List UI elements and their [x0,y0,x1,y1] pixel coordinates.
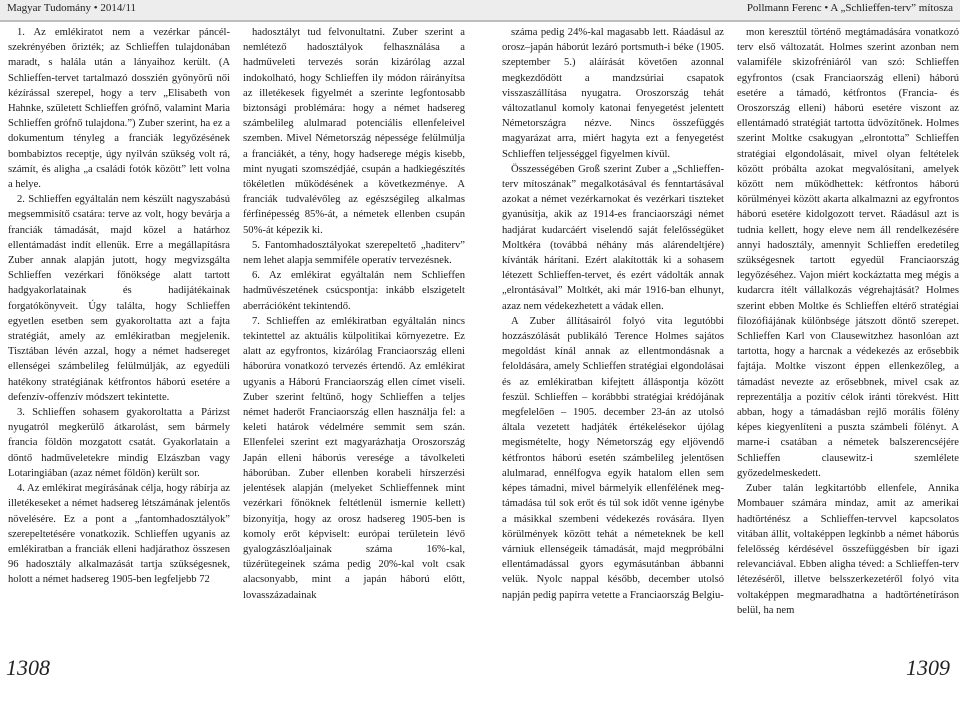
paragraph: hadosztályt tud felvonultatni. Zuber szerint a nemlétező hadosztályok felhasználása a hadműveleti tervezés során kizárólag azzal indokolható, hogy Schlieffen ily módon ráirányítsa az illetékesek figyelmét a szerinte legfontosabb biztonsági problémára: hogy a német hadsereg számbelileg alulmarad potenciális ellenfeleivel szemben. Mivel Németország népessége felülmúlja a franciákét, a tény, hogy hadserege mégis kisebb, mint nyugati szomszédjáé, csupán a hadkiegészítés tökéletlen működésének a következménye. A franciák tudvalévőleg az egészségileg alkalmas férfinépesség 85%-át, a németek ellenben csupán 50%-át képezik ki. [243,27,465,236]
page-number-left: 1308 [6,655,50,680]
running-header [0,0,960,22]
text-column-1 [8,25,230,653]
article-title: Pollmann Ferenc • A „Schlieffen-terv” mítosza [746,2,953,14]
paragraph: Összességében Groß szerint Zuber a „Schlieffen-terv mítoszának” megalkotásával és fenntartásával azokat a német vezérkarnokat és vezérkari tiszteket gyanúsítja, akik az 1914-es franciaországi német hadjárat kudarcáért viselendő saját felelősségüket Moltkéra (továbbá néhány más alárendeltjére) kívánták hárítani. Ezért alakították ki a sohasem létezett Schlieffen-tervet, és ezért vádolták annak „elrontásával” Moltkét, aki már 1916-ban elhunyt, azaz nem védekezhetett a vádak ellen. [502,163,724,312]
journal-title: Magyar Tudomány • 2014/11 [7,2,137,14]
paragraph: száma pedig 24%-kal magasabb lett. Ráadásul az orosz–japán háborút lezáró portsmuth-i béke (1905. szeptember 5.) aláírását követően azonnal megkezdődött a mandzsúriai csapatok visszaszállítása nyugatra. Oroszország tehát változatlanul komoly katonai fenyegetést jelentett Németországra nézve. Nincs összefüggés magyarázat arra, miért hagyta ezt a fenyegetést Schlieffen teljességgel figyelmen kívül. [502,27,724,160]
text-column-4 [737,25,959,653]
paragraph: mon keresztül történő megtámadására vonatkozó terv első változatát. Holmes szerint azonban nem valamiféle skizofréniáról van szó: Schlieffen egyfrontos (csak Franciaország elleni) háború esetére a támadó, kétfrontos (Francia- és Oroszország elleni) háború esetére viszont az ellentámadó stratégiát tartotta üdvözítőnek. Holmes szerint Moltke csakugyan „elrontotta” Schlieffen stratégiai elgondolásait, mivel olyan feltételek között próbálta azokat megvalósítani, amelyek között nem működhettek: kétfrontos háború körülményei között akarta alkalmazni az egyfrontos háború esetére kidolgozott tervet. Ráadásul azt is tudnia kellett, hogy eleve nem áll rendelkezésére annyi hadosztály, amennyit Schlieffen eredetileg szükségesnek tartott egyedül Franciaország legyőzéséhez. Vajon miért kockáztatta meg mégis a kudarcra ítélt vállalkozás végrehajtását? Holmes szerint ebben Moltke és Schlieffen eltérő stratégiai filozófiájának különbsége játszott döntő szerepet. Schlieffen Karl von Clausewitzhez hasonlóan azt tartotta, hogy a harcnak a védekezés az erősebbik fajtája. Moltke viszont éppen ellenkezőleg, a támadást nevezte az erősebbnek, mivel csak az reprezentálja a pozitív célok iránti törekvést. Hitt abban, hogy a támadásban rejlő morális fölény képes kiegyenlíteni a puszta számbeli fölényt. A marne-i csatában a németek balszerencséjére Schlieffen clausewitz-i szemlélete győzedelmeskedett. [737,27,959,479]
paragraph: Zuber talán legkitartóbb ellenfele, Annika Mombauer számára mindaz, amit az amerikai hadtörténész a Schlieffen-tervvel kapcsolatos vitában állít, voltaképpen legkínbb a német háborús felelősség kérdésével összefüggésben bír igazi relevanciával. Ebben aligha téved: a Schlieffen-terv létezéséről, illetve belsszerkezetéről folyó vita voltaképpen megmaradhatna a hadtörténetíráson belül, ha nem [737,483,959,616]
paragraph: A Zuber állításairól folyó vita legutóbbi hozzászólását publikáló Terence Holmes sajátos megoldást kínál annak az ellentmondásnak a feloldására, amely Schlieffen stratégiai elgondolásai és az emlékiratban kifejtett álláspontja között feszül. Schlieffen – korábbbi stratégiai krédójának megfelelően – 1905. december 23-án az utolsó általa vezetett hadjáték értékelésekor újólag megismételte, hogy Németország egy eljövendő kétfrontos háború esetén számbelileg jelentősen alulmarad, ennélfogva egyik hatalom ellen sem képes támadni, mivel bármelyik ellenfélének megtámadása túl sok erőt és túl sok időt venne igénybe a másikkal szembeni védekezés rovására. Ilyen körülmények között tehát a németeknek be kell várniuk ellenségeik támadását, majd megpróbálni ellentámadással gyors egymásutánban ábbanni velük. Nyolc nappal később, december utolsó napján pedig papírra vetette a Franciaország Belgiu- [502,315,724,601]
paragraph: 4. Az emlékirat megírásának célja, hogy rábírja az illetékeseket a német hadsereg létszámának jelentős növelésére. Ez a pont a „fantomhadosztályok” szerepeltetésére vonatkozik. Schlieffen ugyanis az emlékiratban a franciák elleni hadjárathoz összesen 96 hadosztály alkalmazását tartja szükségesnek, holott a német hadsereg 1905-ben legfeljebb 72 [8,483,230,586]
paragraph: 7. Schlieffen az emlékiratban egyáltalán nincs tekintettel az aktuális külpolitikai környezetre. Ez alatt az egyfrontos, kizárólag Franciaország elleni háborúra vonatkozó tervezés értendő. Az emlékirat ugyanis a Háború Franciaország ellen címet viseli. Zuber szerint feltűnő, hogy Schlieffen a teljes német haderőt Franciaország ellen használja fel: a keleti határok védelmére semmit sem szán. Ellenfelei szerint ezt magyarázhatja Oroszország Japán elleni háborús veresége a távolkeleti háborúban. Zuber ellenben korabeli hírszerzési jelentések alapján (melyeket Schlieffennek mint vezérkari főnöknek feltétlenül ismernie kellett) bizonyítja, hogy az orosz hadsereg 1905-ben is komoly erőt képviselt: európai területein lévő gyalogzászlóaljainak száma 16%-kal, tüzérütegeinek száma pedig 20%-kal volt csak alacsonyabb, mint a japán háború előtt, lovasszázadainak [243,315,465,601]
paragraph: 6. Az emlékirat egyáltalán nem Schlieffen hadművészetének csúcspontja: inkább elszigetelt aberrációként tekintendő. [243,270,465,312]
paragraph: 1. Az emlékiratot nem a vezérkar páncélszekrényében őrizték; az Schlieffen tulajdonában maradt, s halála után a lányaihoz került. (A Schlieffen-tervet tartalmazó dosszién gyönyörű női kézírással szerepel, hogy a terv „Elisabeth von Hahnke, született Schlieffen grófnő, valamint Maria Schlieffen grófnő tulajdona.”) Zuber szerint, ha ez a dokumentum tényleg a franciák legyőzésének bombabiztos receptje, úgy nyilván szükség volt rá, számít, és aligha „a családi fotók között” lett volna a helye. [8,27,230,191]
page-number-right: 1309 [906,655,950,680]
paragraph: 3. Schlieffen sohasem gyakoroltatta a Párizst nyugatról megkerülő átkarolást, sem bármely francia földön mozgatott csatát. Gyakorlatain a döntő hadműveletekre mindig Elzászban vagy Lotaringiában (azaz német földön) került sor. [8,407,230,479]
text-column-2 [243,25,465,653]
text-column-3 [502,25,724,653]
paragraph: 2. Schlieffen egyáltalán nem készült nagyszabású megsemmisítő csatára: terve az volt, hogy bevárja a franciák támadását, majd közel a határhoz ellentámadást indít ellenük. Erre a megállapításra Zuber annak alapján jutott, hogy megvizsgálta Schlieffen vezérkari főnöksége alatt tartott hadgyakorlatainak és hadijátékainak forgatókönyveit. Úgy találta, hogy Schlieffen egyetlen esetben sem gyakoroltatta azt a fajta stratégiát, amely az emlékiratban megjelenik. Tisztában lévén azzal, hogy a német hadsereget ellenségei számbelileg felülmúlják, az egyedüli hatékony stratégiának kétfrontos háború esetére a defenzív-offenzív módszert tekintette. [8,194,230,403]
paragraph: 5. Fantomhadosztályokat szerepeltető „haditerv” nem lehet alapja semmiféle operatív tervezésnek. [243,239,465,267]
